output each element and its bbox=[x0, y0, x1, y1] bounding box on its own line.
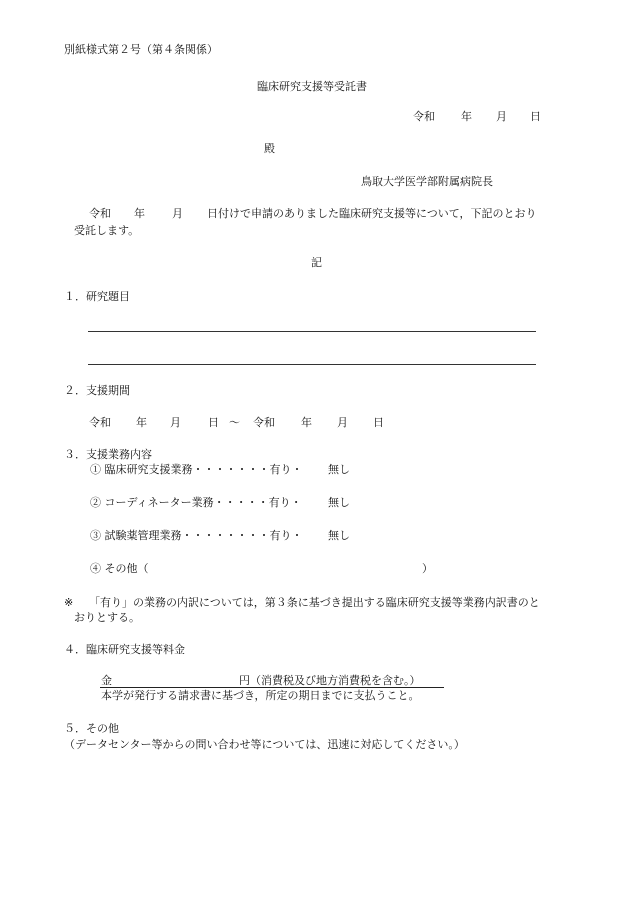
document-title: 臨床研究支援等受託書 bbox=[257, 80, 367, 93]
note-line1: 「有り」の業務の内訳については，第３条に基づき提出する臨床研究支援等業務内訳書のと bbox=[89, 596, 540, 609]
fee-underline bbox=[100, 687, 444, 688]
intro-era: 令和 bbox=[89, 207, 111, 220]
date-month: 月 bbox=[496, 110, 507, 123]
intro-year: 年 bbox=[134, 207, 145, 220]
period-month2: 月 bbox=[337, 416, 348, 429]
item-close-paren: ） bbox=[422, 562, 433, 575]
item-none: 無し bbox=[328, 529, 350, 542]
intro-month: 月 bbox=[172, 207, 183, 220]
item-label: ③ 試験薬管理業務・・・・・・・・有り・ bbox=[90, 529, 303, 542]
ki-heading: 記 bbox=[311, 256, 322, 269]
period-era2: 令和 bbox=[253, 416, 275, 429]
date-day: 日 bbox=[530, 110, 541, 123]
period-era1: 令和 bbox=[89, 416, 111, 429]
date-era: 令和 bbox=[413, 110, 435, 123]
research-title-line-2 bbox=[88, 364, 536, 365]
item-label: ② コーディネーター業務・・・・・有り・ bbox=[90, 496, 302, 509]
fee-prefix: 金 bbox=[101, 674, 112, 687]
item-none: 無し bbox=[328, 463, 350, 476]
period-month1: 月 bbox=[170, 416, 181, 429]
research-title-line-1 bbox=[88, 331, 536, 332]
note-mark: ※ bbox=[64, 596, 74, 609]
addressee-suffix: 殿 bbox=[264, 142, 275, 155]
section1-heading: １．研究題目 bbox=[64, 290, 130, 303]
form-number: 別紙様式第２号（第４条関係） bbox=[64, 43, 218, 56]
section4-heading: ４．臨床研究支援等料金 bbox=[64, 643, 185, 656]
intro-text-line2: 受託します。 bbox=[74, 224, 140, 237]
intro-text-line1: 日付けで申請のありました臨床研究支援等について，下記のとおり bbox=[207, 207, 537, 220]
period-day1: 日 bbox=[208, 416, 219, 429]
item-none: 無し bbox=[328, 496, 350, 509]
note-line2: おりとする。 bbox=[74, 611, 140, 624]
section5-heading: ５．その他 bbox=[64, 722, 119, 735]
payment-text: 本学が発行する請求書に基づき，所定の期日までに支払うこと。 bbox=[101, 689, 420, 702]
section3-heading: ３．支援業務内容 bbox=[64, 448, 152, 461]
period-year1: 年 bbox=[136, 416, 147, 429]
issuer: 鳥取大学医学部附属病院長 bbox=[361, 175, 493, 188]
date-year: 年 bbox=[461, 110, 472, 123]
period-separator: ～ bbox=[229, 416, 240, 429]
period-day2: 日 bbox=[373, 416, 384, 429]
fee-suffix: 円（消費税及び地方消費税を含む。） bbox=[239, 674, 421, 687]
period-year2: 年 bbox=[301, 416, 312, 429]
section2-heading: ２．支援期間 bbox=[64, 384, 130, 397]
item-label: ① 臨床研究支援業務・・・・・・・有り・ bbox=[90, 463, 303, 476]
item-label: ④ その他（ bbox=[90, 562, 149, 575]
section5-text: （データセンター等からの問い合わせ等については、迅速に対応してください。） bbox=[64, 738, 465, 751]
